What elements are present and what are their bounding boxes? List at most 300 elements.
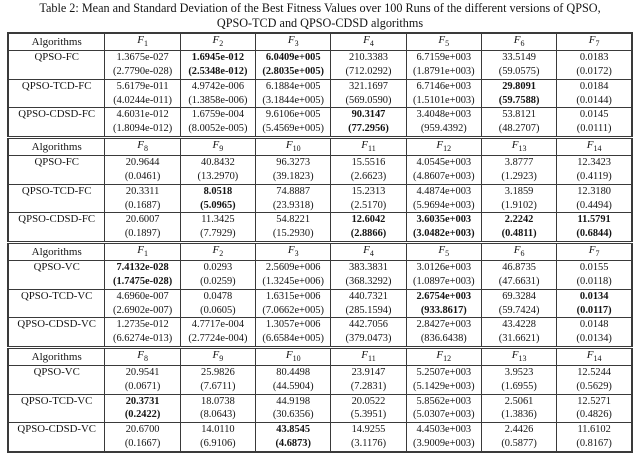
mean-value: 6.7159e+003 (416, 52, 472, 64)
std-value: (4.6873) (275, 438, 311, 450)
std-value: (0.0134) (576, 333, 612, 345)
mean-value: 3.0126e+003 (416, 262, 472, 274)
algorithm-name: QPSO-CDSD-VC (8, 423, 105, 452)
table-section (8, 347, 632, 451)
std-value: (0.0461) (124, 170, 161, 182)
std-value: (569.0590) (345, 94, 392, 106)
std-value: (59.0575) (498, 65, 540, 77)
function-column-header (481, 137, 556, 155)
std-value: (2.8866) (350, 228, 387, 240)
mean-value: 1.6945e-012 (191, 52, 245, 64)
function-column-header (180, 242, 255, 260)
mean-value: 6.1884e+005 (265, 80, 321, 92)
fitness-cell (331, 318, 406, 348)
mean-value: 321.1697 (349, 80, 388, 92)
fitness-cell (481, 108, 556, 138)
function-column-header (256, 137, 331, 155)
fitness-cell (105, 318, 180, 348)
fitness-cell (406, 213, 481, 243)
mean-value: 80.4498 (276, 367, 311, 379)
algorithms-column-header: Algorithms (8, 242, 105, 260)
fitness-cell (481, 51, 556, 80)
fitness-cell (105, 366, 180, 395)
table-header-row (8, 33, 632, 51)
fitness-cell (180, 261, 255, 290)
function-column-header (331, 242, 406, 260)
mean-value: 2.6754e+003 (416, 290, 472, 302)
std-value: (23.9318) (272, 199, 314, 211)
std-value: (2.5170) (350, 199, 387, 211)
fitness-cell (180, 184, 255, 213)
std-value: (0.4826) (576, 409, 612, 421)
function-column-header (406, 33, 481, 51)
mean-value: 4.0545e+003 (416, 157, 472, 169)
function-subscript: 6 (520, 249, 525, 259)
fitness-cell (256, 423, 331, 452)
std-value: (2.6902e-007) (113, 304, 173, 316)
mean-value: 0.0184 (579, 80, 609, 92)
fitness-cell (557, 156, 632, 185)
mean-value: 14.9255 (351, 424, 386, 436)
std-value: (2.8035e+005) (262, 65, 324, 77)
mean-value: 53.8121 (502, 109, 536, 121)
function-column-header (481, 347, 556, 365)
std-value: (0.5877) (501, 438, 537, 450)
function-subscript: 11 (368, 144, 376, 154)
function-column-header (557, 33, 632, 51)
mean-value: 20.0522 (351, 395, 386, 407)
std-value: (0.2422) (124, 409, 161, 421)
mean-value: 4.4874e+003 (416, 185, 472, 197)
fitness-cell (105, 423, 180, 452)
function-symbol: F (137, 34, 144, 46)
std-value: (0.0671) (124, 380, 161, 392)
fitness-cell (180, 423, 255, 452)
fitness-cell (331, 261, 406, 290)
std-value: (1.7475e-028) (113, 275, 173, 287)
fitness-cell (557, 289, 632, 318)
fitness-cell (105, 213, 180, 243)
fitness-cell (481, 423, 556, 452)
mean-value: 11.5791 (577, 214, 611, 226)
mean-value: 1.6315e+006 (265, 290, 321, 302)
function-subscript: 5 (445, 249, 450, 259)
function-symbol: F (285, 138, 293, 151)
mean-value: 6.0409e+005 (265, 52, 321, 64)
function-column-header (105, 242, 180, 260)
std-value: (7.6711) (200, 380, 236, 392)
fitness-cell (481, 366, 556, 395)
mean-value: 43.4228 (502, 319, 536, 331)
mean-value: 18.0738 (201, 395, 235, 407)
mean-value: 20.3731 (125, 395, 160, 407)
std-value: (0.0259) (200, 275, 236, 287)
mean-value: 11.6102 (577, 424, 611, 436)
function-symbol: F (588, 34, 596, 46)
function-column-header (557, 137, 632, 155)
fitness-cell (406, 394, 481, 423)
mean-value: 12.5244 (577, 367, 612, 379)
mean-value: 12.3423 (577, 157, 612, 169)
fitness-cell (180, 394, 255, 423)
algorithm-name: QPSO-FC (8, 51, 105, 80)
function-subscript: 12 (443, 144, 452, 154)
function-subscript: 2 (219, 39, 224, 49)
algorithms-column-header: Algorithms (8, 137, 105, 155)
function-symbol: F (438, 243, 446, 256)
function-subscript: 6 (520, 39, 525, 49)
function-column-header (481, 33, 556, 51)
function-symbol: F (588, 243, 596, 256)
fitness-cell (331, 79, 406, 108)
fitness-cell (105, 261, 180, 290)
function-subscript: 14 (593, 144, 602, 154)
function-column-header (105, 347, 180, 365)
std-value: (379.0473) (345, 333, 392, 345)
fitness-cell (331, 184, 406, 213)
std-value: (3.1844e+005) (262, 94, 324, 106)
fitness-cell (105, 108, 180, 138)
fitness-cell (406, 289, 481, 318)
function-subscript: 3 (294, 249, 299, 259)
fitness-cell (256, 261, 331, 290)
algorithms-column-header: Algorithms (8, 33, 105, 51)
function-symbol: F (586, 138, 594, 151)
std-value: (0.4811) (501, 228, 537, 240)
std-value: (2.6623) (350, 170, 387, 182)
function-column-header (105, 137, 180, 155)
mean-value: 440.7321 (349, 290, 388, 302)
std-value: (285.1594) (345, 304, 392, 316)
function-column-header (331, 33, 406, 51)
function-column-header (406, 347, 481, 365)
fitness-cell (481, 184, 556, 213)
mean-value: 29.8091 (502, 80, 536, 92)
std-value: (0.0172) (576, 65, 612, 77)
fitness-cell (180, 51, 255, 80)
function-symbol: F (287, 34, 295, 46)
std-value: (48.2707) (498, 123, 540, 135)
function-subscript: 8 (143, 354, 148, 364)
function-column-header (557, 347, 632, 365)
table-row (8, 156, 632, 185)
mean-value: 0.0183 (579, 52, 609, 64)
function-subscript: 10 (292, 144, 301, 154)
algorithm-name: QPSO-TCD-VC (8, 394, 105, 423)
results-table (7, 32, 633, 453)
std-value: (8.0643) (200, 409, 236, 421)
function-subscript: 1 (143, 249, 148, 259)
algorithm-name: QPSO-VC (8, 366, 105, 395)
mean-value: 20.6007 (125, 214, 160, 226)
function-subscript: 1 (143, 39, 148, 49)
std-value: (3.1176) (350, 438, 387, 450)
mean-value: 4.7717e-004 (191, 319, 245, 331)
std-value: (7.2831) (350, 380, 387, 392)
mean-value: 23.9147 (351, 367, 386, 379)
mean-value: 33.5149 (502, 52, 536, 64)
fitness-cell (180, 156, 255, 185)
function-subscript: 9 (219, 354, 224, 364)
mean-value: 1.3057e+006 (265, 319, 321, 331)
mean-value: 20.6700 (125, 424, 160, 436)
mean-value: 2.5609e+006 (265, 262, 321, 274)
function-subscript: 7 (595, 39, 600, 49)
function-subscript: 5 (445, 39, 450, 49)
std-value: (1.3836) (501, 409, 537, 421)
std-value: (0.0144) (576, 94, 612, 106)
function-symbol: F (586, 348, 594, 361)
std-value: (1.5101e+003) (413, 94, 475, 106)
table-caption-line2: QPSO-TCD and QPSO-CDSD algorithms (216, 15, 424, 30)
fitness-cell (406, 261, 481, 290)
fitness-cell (105, 289, 180, 318)
fitness-cell (481, 261, 556, 290)
fitness-cell (331, 156, 406, 185)
table-section (8, 33, 632, 137)
function-symbol: F (436, 138, 444, 151)
fitness-cell (180, 213, 255, 243)
std-value: (0.1687) (124, 199, 161, 211)
fitness-cell (557, 366, 632, 395)
std-value: (836.6438) (420, 333, 467, 345)
mean-value: 5.2507e+003 (416, 367, 472, 379)
table-caption (0, 0, 640, 30)
mean-value: 74.8887 (276, 185, 311, 197)
algorithm-name: QPSO-CDSD-FC (8, 108, 105, 138)
function-column-header (331, 347, 406, 365)
function-symbol: F (363, 34, 370, 46)
algorithm-name: QPSO-TCD-VC (8, 289, 105, 318)
std-value: (5.0965) (200, 199, 236, 211)
std-value: (47.6631) (498, 275, 540, 287)
mean-value: 3.6035e+003 (416, 214, 472, 226)
fitness-cell (406, 108, 481, 138)
mean-value: 14.0110 (201, 424, 235, 436)
mean-value: 54.8221 (276, 214, 311, 226)
fitness-cell (481, 394, 556, 423)
fitness-cell (406, 184, 481, 213)
fitness-cell (481, 289, 556, 318)
mean-value: 383.3831 (349, 262, 388, 274)
function-symbol: F (212, 34, 220, 46)
function-symbol: F (361, 138, 368, 151)
table-row (8, 79, 632, 108)
std-value: (0.1897) (124, 228, 161, 240)
table-row (8, 289, 632, 318)
function-symbol: F (513, 34, 521, 46)
std-value: (933.8617) (420, 304, 467, 316)
std-value: (39.1823) (272, 170, 314, 182)
mean-value: 3.8777 (504, 157, 534, 169)
std-value: (7.7929) (200, 228, 236, 240)
mean-value: 1.2735e-012 (116, 319, 169, 331)
function-symbol: F (511, 138, 519, 151)
fitness-cell (331, 423, 406, 452)
fitness-cell (557, 261, 632, 290)
fitness-cell (256, 51, 331, 80)
std-value: (2.5348e-012) (188, 65, 248, 77)
function-column-header (256, 242, 331, 260)
std-value: (1.9102) (501, 199, 537, 211)
fitness-cell (406, 366, 481, 395)
table-row (8, 423, 632, 452)
mean-value: 15.2313 (351, 185, 386, 197)
function-symbol: F (361, 348, 368, 361)
fitness-cell (180, 79, 255, 108)
fitness-cell (105, 51, 180, 80)
function-column-header (256, 347, 331, 365)
mean-value: 4.4503e+003 (416, 424, 472, 436)
table-row (8, 184, 632, 213)
std-value: (0.0605) (200, 304, 236, 316)
algorithm-name: QPSO-FC (8, 156, 105, 185)
std-value: (77.2956) (348, 123, 389, 135)
mean-value: 0.0134 (579, 290, 609, 302)
fitness-cell (557, 51, 632, 80)
mean-value: 43.8545 (276, 424, 311, 436)
std-value: (0.5629) (576, 380, 612, 392)
fitness-cell (331, 366, 406, 395)
function-column-header (406, 242, 481, 260)
mean-value: 4.6031e-012 (116, 109, 169, 121)
fitness-cell (331, 213, 406, 243)
algorithm-name: QPSO-TCD-FC (8, 79, 105, 108)
fitness-cell (557, 79, 632, 108)
function-symbol: F (438, 34, 446, 46)
fitness-cell (406, 156, 481, 185)
std-value: (6.9106) (200, 438, 236, 450)
fitness-cell (331, 108, 406, 138)
mean-value: 3.1859 (504, 185, 534, 197)
function-column-header (180, 347, 255, 365)
fitness-cell (331, 289, 406, 318)
mean-value: 20.9541 (125, 367, 160, 379)
std-value: (0.0111) (576, 123, 612, 135)
std-value: (30.6356) (272, 409, 314, 421)
algorithm-name: QPSO-CDSD-FC (8, 213, 105, 243)
mean-value: 3.9523 (504, 367, 534, 379)
mean-value: 9.6106e+005 (265, 109, 321, 121)
mean-value: 4.9742e-006 (191, 80, 245, 92)
fitness-cell (180, 318, 255, 348)
fitness-cell (406, 318, 481, 348)
mean-value: 20.3311 (125, 185, 160, 197)
function-column-header (105, 33, 180, 51)
mean-value: 44.9198 (276, 395, 311, 407)
fitness-cell (406, 423, 481, 452)
table-row (8, 108, 632, 138)
std-value: (368.3292) (345, 275, 392, 287)
std-value: (5.9694e+003) (413, 199, 475, 211)
fitness-cell (481, 213, 556, 243)
std-value: (7.0662e+005) (262, 304, 324, 316)
mean-value: 0.0148 (579, 319, 609, 331)
fitness-cell (256, 213, 331, 243)
fitness-cell (557, 213, 632, 243)
fitness-cell (256, 318, 331, 348)
table-row (8, 366, 632, 395)
std-value: (59.7424) (498, 304, 540, 316)
mean-value: 2.5061 (504, 395, 534, 407)
mean-value: 40.8432 (201, 157, 235, 169)
fitness-cell (256, 156, 331, 185)
table-row (8, 213, 632, 243)
fitness-cell (331, 394, 406, 423)
std-value: (15.2930) (272, 228, 314, 240)
fitness-cell (481, 79, 556, 108)
algorithm-name: QPSO-CDSD-VC (8, 318, 105, 348)
function-symbol: F (285, 348, 293, 361)
std-value: (712.0292) (345, 65, 392, 77)
std-value: (2.7790e-028) (113, 65, 173, 77)
fitness-cell (105, 184, 180, 213)
fitness-cell (256, 366, 331, 395)
std-value: (1.6955) (501, 380, 537, 392)
function-subscript: 12 (443, 354, 452, 364)
mean-value: 8.0518 (203, 185, 233, 197)
table-row (8, 394, 632, 423)
function-column-header (180, 33, 255, 51)
std-value: (5.3951) (350, 409, 387, 421)
fitness-cell (557, 318, 632, 348)
fitness-cell (256, 394, 331, 423)
mean-value: 5.8562e+003 (416, 395, 472, 407)
table-section (8, 242, 632, 347)
std-value: (959.4392) (420, 123, 467, 135)
function-subscript: 11 (368, 354, 376, 364)
mean-value: 442.7056 (349, 319, 388, 331)
fitness-cell (180, 366, 255, 395)
std-value: (5.4569e+005) (262, 123, 324, 135)
mean-value: 12.5271 (577, 395, 612, 407)
mean-value: 2.2242 (504, 214, 534, 226)
std-value: (0.6844) (576, 228, 612, 240)
function-subscript: 4 (369, 249, 374, 259)
table-row (8, 318, 632, 348)
std-value: (1.3245e+006) (262, 275, 324, 287)
std-value: (44.5904) (272, 380, 314, 392)
std-value: (1.2923) (501, 170, 537, 182)
fitness-cell (557, 108, 632, 138)
mean-value: 0.0145 (579, 109, 609, 121)
fitness-cell (481, 318, 556, 348)
mean-value: 3.4048e+003 (416, 109, 472, 121)
std-value: (8.0052e-005) (188, 123, 248, 135)
function-column-header (557, 242, 632, 260)
mean-value: 90.3147 (351, 109, 386, 121)
mean-value: 210.3383 (349, 52, 388, 64)
function-symbol: F (513, 243, 521, 256)
mean-value: 7.4132e-028 (116, 262, 169, 274)
std-value: (3.9009e+003) (413, 438, 475, 450)
fitness-cell (406, 51, 481, 80)
std-value: (0.1667) (124, 438, 161, 450)
table-header-row (8, 242, 632, 260)
function-symbol: F (137, 138, 144, 151)
function-subscript: 9 (219, 144, 224, 154)
mean-value: 25.9826 (201, 367, 235, 379)
std-value: (3.0482e+003) (412, 228, 475, 240)
std-value: (0.4494) (576, 199, 612, 211)
table-caption-line1: Table 2: Mean and Standard Deviation of the Best Fitness Values over 100 Runs of the different versions of QPSO, (39, 1, 601, 15)
algorithm-name: QPSO-TCD-FC (8, 184, 105, 213)
function-symbol: F (363, 243, 370, 256)
fitness-cell (105, 156, 180, 185)
std-value: (1.8094e-012) (113, 123, 173, 135)
fitness-cell (557, 184, 632, 213)
function-column-header (481, 242, 556, 260)
